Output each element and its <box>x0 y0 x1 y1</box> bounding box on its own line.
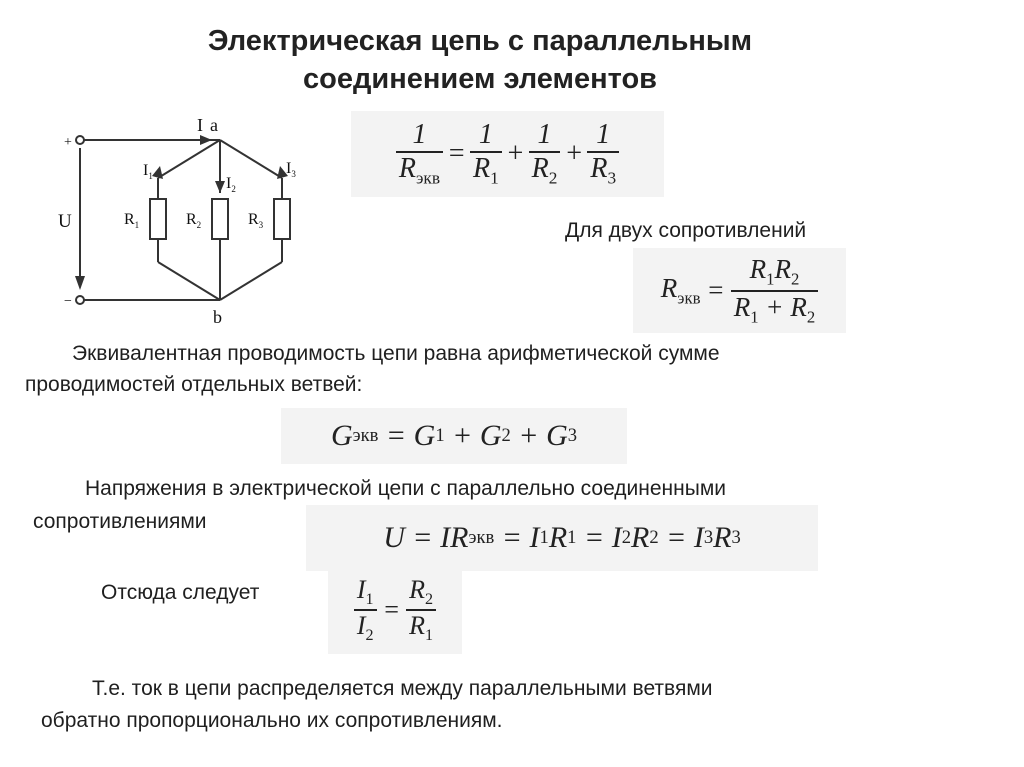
conductance-text-line-1: Эквивалентная проводимость цепи равна арифметической сумме <box>72 342 720 365</box>
parallel-circuit-diagram <box>55 105 325 330</box>
slide-title <box>0 22 960 98</box>
fraction-1-over-r1: $\frac{1}{R_1}$ <box>470 119 502 189</box>
total-current-label: I <box>197 115 203 135</box>
resistor-3-label: $R_3$ <box>248 211 264 230</box>
voltage-formula: U = IR экв = I 1 R 1 = I 2 R 2 = I 3 R 3 <box>306 505 818 571</box>
fraction-1-over-r2: $\frac{1}{R_2}$ <box>529 119 561 189</box>
resistor-1-label: $R_1$ <box>124 211 140 230</box>
title-line-1: Электрическая цепь с параллельным <box>207 25 753 57</box>
product-over-sum-fraction: $\frac{R_1R_2}{R_1 + R_2}$ <box>731 254 818 327</box>
current-ratio-formula: $\frac{I_1}{I_2}$ = $\frac{R_2}{R_1}$ <box>328 566 462 654</box>
fraction-1-over-r3: $\frac{1}{R_3}$ <box>587 119 619 189</box>
conclusion-line-1: Т.е. ток в цепи распределяется между параллельными ветвями <box>92 677 713 700</box>
resistor-2-label: $R_2$ <box>186 211 202 230</box>
conductance-text-line-2: проводимостей отдельных ветвей: <box>25 373 363 396</box>
conclusion-line-2: обратно пропорционально их сопротивлениям. <box>41 709 503 732</box>
node-b-label: b <box>213 307 222 327</box>
plus-terminal-label: + <box>64 135 72 150</box>
current-ratio-fraction: $\frac{I_1}{I_2}$ <box>354 575 377 645</box>
voltage-text-line-1: Напряжения в электрической цепи с параллельно соединенными <box>85 477 727 500</box>
title-line-2: соединением элементов <box>303 63 657 95</box>
voltage-label: U <box>58 211 72 232</box>
node-a-label: a <box>210 115 218 135</box>
equivalent-resistance-formula: $\frac{1}{R_{экв}}$ = $\frac{1}{R_1}$ + $\frac{1}{R_2}$ + $\frac{1}{R_3}$ <box>351 111 664 197</box>
branch-2-current-label: $I_2$ <box>226 175 236 194</box>
resistance-ratio-fraction: $\frac{R_2}{R_1}$ <box>406 575 436 645</box>
branch-3-current-label: $I_3$ <box>286 160 296 179</box>
two-resistors-formula: $R_{экв}$ = $\frac{R_1R_2}{R_1 + R_2}$ <box>633 248 846 333</box>
conductance-formula: G экв = G 1 + G 2 + G 3 <box>281 408 627 464</box>
fraction-1-over-req: $\frac{1}{R_{экв}}$ <box>396 119 443 189</box>
voltage-text-line-2: сопротивлениями <box>33 510 207 533</box>
two-resistors-heading: Для двух сопротивлений <box>565 219 807 242</box>
branch-1-current-label: $I_1$ <box>143 162 153 181</box>
ratio-label: Отсюда следует <box>101 581 260 604</box>
minus-terminal-label: − <box>64 294 72 309</box>
